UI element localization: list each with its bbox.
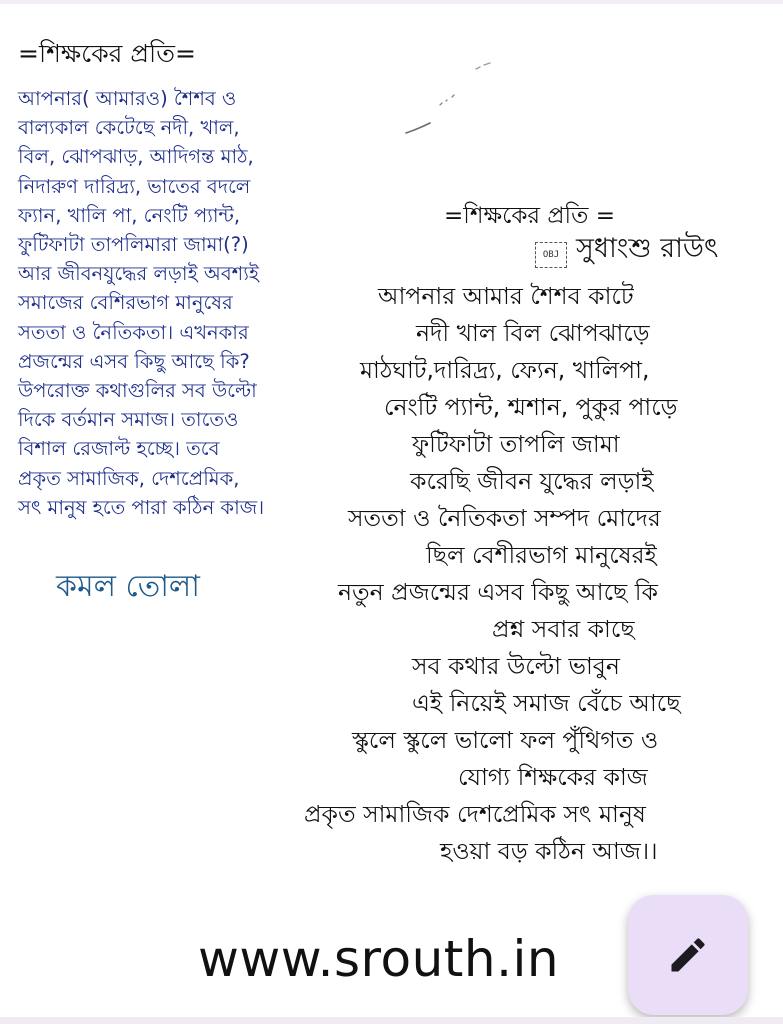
right-poem-line: ফুটিফাটা তাপলি জামা xyxy=(412,430,620,458)
right-poem-line: নতুন প্রজন্মের এসব কিছু আছে কি xyxy=(338,578,658,606)
right-poem-author: সুধাংশু রাউৎ xyxy=(576,233,719,264)
left-poem-line: প্রজন্মের এসব কিছু আছে কি? xyxy=(18,349,250,373)
right-poem-line: আপনার আমার শৈশব কাটে xyxy=(378,282,634,310)
left-poem-line: আপনার( আমারও) শৈশব ও xyxy=(18,87,237,110)
right-poem-line: মাঠঘাট,দারিদ্র্য, ফ্যেন, খালিপা, xyxy=(360,356,650,384)
right-poem-line: প্রশ্ন সবার কাছে xyxy=(492,615,635,643)
left-poem-line: সমাজের বেশিরভাগ মানুষের xyxy=(18,291,233,315)
right-poem-line: করেছি জীবন যুদ্ধের লড়াই xyxy=(410,467,654,495)
right-poem-line: প্রকৃত সামাজিক দেশপ্রেমিক সৎ মানুষ xyxy=(304,800,646,828)
left-poem-line: আর জীবনযুদ্ধের লড়াই অবশ্যই xyxy=(18,262,260,286)
left-poem-line: সৎ মানুষ হতে পারা কঠিন কাজ। xyxy=(18,495,265,519)
right-poem-line: হওয়া বড় কঠিন আজ।। xyxy=(440,837,658,865)
left-poem-line: নিদারুণ দারিদ্র্য, ভাতের বদলে xyxy=(18,174,251,198)
right-poem-title: =শিক্ষকের প্রতি = xyxy=(444,203,615,229)
left-poem-line: প্রকৃত সামাজিক, দেশপ্রেমিক, xyxy=(18,466,240,490)
right-poem-line: সততা ও নৈতিকতা সম্পদ মোদের xyxy=(348,504,661,532)
right-poem-line: সব কথার উল্টো ভাবুন xyxy=(412,652,620,680)
left-poem-line: বাল্যকাল কেটেছে নদী, খাল, xyxy=(18,116,240,140)
left-poem-line: দিকে বর্তমান সমাজ। তাতেও xyxy=(18,408,239,432)
right-poem-line: নদী খাল বিল ঝোপঝাড়ে xyxy=(416,319,650,347)
left-poem-author: কমল তোলা xyxy=(56,569,200,604)
left-poem-line: উপরোক্ত কথাগুলির সব উল্টো xyxy=(18,379,257,403)
left-poem-line: ফুটিফাটা তাপলিমারা জামা(?) xyxy=(18,233,249,257)
pencil-icon xyxy=(666,933,710,977)
pencil-scribble-mark xyxy=(400,55,510,145)
left-poem-line: বিল, ঝোপঝাড়, আদিগন্ত মাঠ, xyxy=(18,145,254,169)
bottom-strip xyxy=(0,1017,783,1024)
left-poem-line: সততা ও নৈতিকতা। এখনকার xyxy=(18,320,249,344)
right-poem-line: নেংটি প্যান্ট, শ্মশান, পুকুর পাড়ে xyxy=(384,393,678,421)
website-url: www.srouth.in xyxy=(198,930,560,988)
right-poem-line: স্কুলে স্কুলে ভালো ফল পুঁথিগত ও xyxy=(352,726,659,754)
right-poem-line: যোগ্য শিক্ষকের কাজ xyxy=(458,763,648,791)
right-poem-line: ছিল বেশীরভাগ মানুষেরই xyxy=(426,541,657,569)
left-poem-line: বিশাল রেজাল্ট হচ্ছে। তবে xyxy=(18,437,220,461)
right-poem-line: এই নিয়েই সমাজ বেঁচে আছে xyxy=(412,689,681,717)
top-strip xyxy=(0,0,783,4)
edit-fab-button[interactable] xyxy=(628,895,748,1015)
left-poem-line: ফ্যান, খালি পা, নেংটি প্যান্ট, xyxy=(18,203,241,227)
left-poem-body xyxy=(18,84,348,522)
left-poem-title: =শিক্ষকের প্রতি= xyxy=(18,39,196,68)
object-placeholder: OBJ xyxy=(535,242,567,268)
